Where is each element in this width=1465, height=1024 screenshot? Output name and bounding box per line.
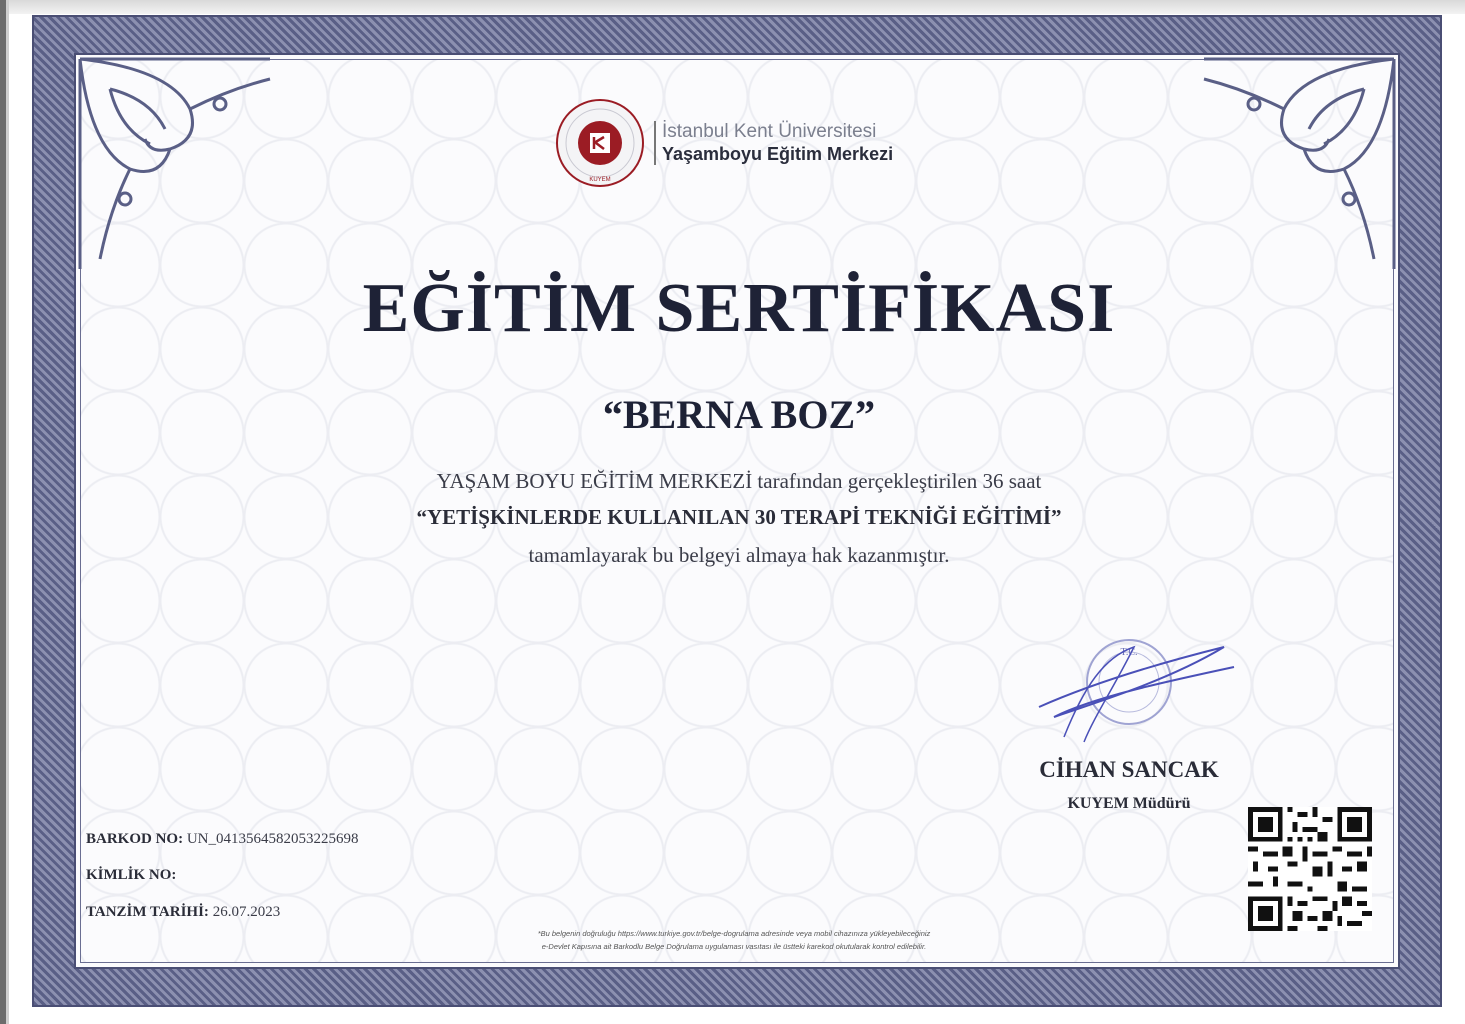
svg-text:KUYEM: KUYEM <box>589 177 611 183</box>
university-name: İstanbul Kent Üniversitesi <box>662 121 877 142</box>
barcode-value: UN_0413564582053225698 <box>186 831 359 847</box>
corner-ornament-icon <box>1194 49 1404 279</box>
university-seal-icon <box>554 97 646 189</box>
issue-date-label: TANZİM TARİHİ: <box>86 904 209 920</box>
corner-ornament-icon <box>70 49 280 279</box>
center-name: Yaşamboyu Eğitim Merkezi <box>662 144 894 164</box>
certificate <box>32 15 1442 1007</box>
body-line-1: YAŞAM BOYU EĞİTİM MERKEZİ tarafından gerçekleştirilen 36 saat <box>436 469 1042 493</box>
signatory-name: CİHAN SANCAK <box>1039 757 1219 782</box>
verification-note-line-2: e-Devlet Kapısına ait Barkodlu Belge Doğrulama uygulaması vasıtası ile üstteki karekod okutularak kontrol edilebilir. <box>541 942 927 951</box>
barcode-label: BARKOD NO: <box>86 831 184 847</box>
verification-note-line-1: *Bu belgenin doğruluğu https://www.turkiye.gov.tr/belge-dogrulama adresinde veya mobil cihazınıza yükleyebileceğiniz <box>537 929 931 938</box>
id-row <box>86 867 176 884</box>
logo-text <box>654 121 893 165</box>
qr-code-icon[interactable] <box>1248 807 1372 931</box>
top-shadow <box>9 0 1465 14</box>
left-edge-inner <box>6 0 9 1024</box>
issue-date-value: 26.07.2023 <box>212 904 281 920</box>
course-name: “YETİŞKİNLERDE KULLANILAN 30 TERAPİ TEKNİĞİ EĞİTİMİ” <box>416 505 1062 529</box>
signatory-role: KUYEM Müdürü <box>1067 795 1191 812</box>
id-label: KİMLİK NO: <box>86 867 177 883</box>
body-line-3: tamamlayarak bu belgeyi almaya hak kazanmıştır. <box>528 543 950 567</box>
signature-stamp-icon <box>1024 627 1244 757</box>
barcode-row <box>86 831 359 848</box>
institution-logo <box>554 97 893 189</box>
svg-text:T.C.: T.C. <box>1120 647 1138 658</box>
certificate-title: EĞİTİM SERTİFİKASI <box>362 270 1116 347</box>
recipient-name: “BERNA BOZ” <box>602 392 876 437</box>
issue-date-row <box>86 904 280 921</box>
